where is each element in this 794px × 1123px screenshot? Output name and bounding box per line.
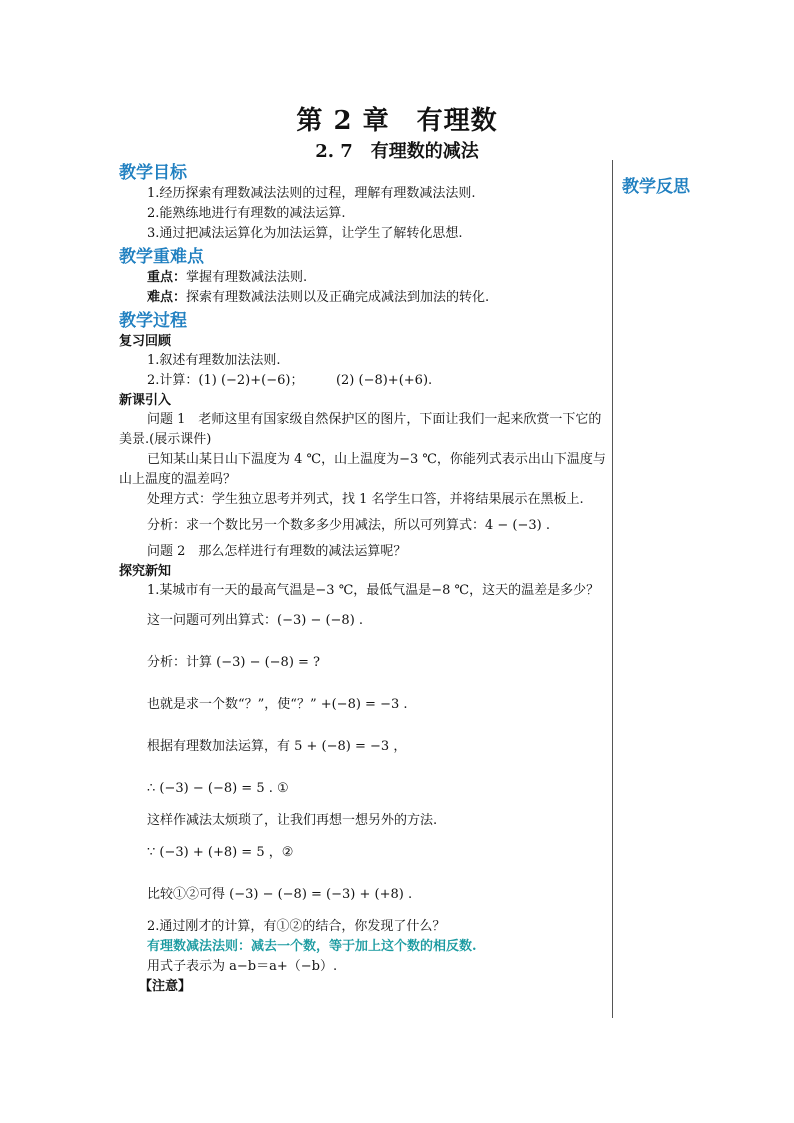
- main-content: [119, 160, 609, 997]
- intro-heading: 新课引入: [119, 393, 172, 408]
- explore-by-add: 根据有理数加法运算，有 5 + (−8) = −3 ，: [147, 739, 407, 754]
- intro-question-1: 问题 1 老师这里有国家级自然保护区的图片，下面让我们一起来欣赏一下它的美景.(展示课件): [119, 412, 602, 447]
- explore-heading: 探究新知: [119, 564, 172, 579]
- explore-item-2: 2.通过刚才的计算，有①②的结合，你发现了什么？: [147, 919, 446, 934]
- explore-therefore: ∴ (−3) − (−8) = 5 . ①: [147, 781, 289, 796]
- subtraction-rule: 有理数减法法则：减去一个数，等于加上这个数的相反数.: [147, 939, 477, 954]
- key-point-label: 重点：: [147, 270, 187, 285]
- explore-cumbersome: 这样作减法太烦琐了，让我们再想一想另外的方法.: [147, 813, 438, 828]
- intro-analysis: 分析：求一个数比另一个数多多少用减法，所以可列算式：4 − (−3) .: [147, 518, 551, 533]
- column-divider: [612, 160, 613, 1018]
- objective-item: 3.通过把减法运算化为加法运算，让学生了解转化思想.: [147, 226, 463, 241]
- review-line: 1.叙述有理数加法法则.: [147, 353, 281, 368]
- explore-analysis: 分析：计算 (−3) − (−8) = ?: [147, 655, 321, 670]
- difficulty-point: [119, 288, 609, 308]
- process-heading: 教学过程: [119, 311, 187, 331]
- difficulty-label: 难点：: [147, 290, 187, 305]
- intro-question-2: 问题 2 那么怎样进行有理数的减法运算呢？: [147, 544, 407, 559]
- objective-item: 2.能熟练地进行有理数的减法运算.: [147, 206, 346, 221]
- intro-method: 处理方式：学生独立思考并列式，找 1 名学生口答，并将结果展示在黑板上.: [147, 492, 584, 507]
- objective-item: 1.经历探索有理数减法法则的过程，理解有理数减法法则.: [147, 186, 476, 201]
- explore-compare: 比较①②可得 (−3) − (−8) = (−3) + (+8) .: [147, 887, 413, 902]
- review-heading: 复习回顾: [119, 334, 172, 349]
- review-line: 2.计算：(1) (−2)+(−6)； (2) (−8)+(+6).: [147, 373, 433, 388]
- explore-find: 也就是求一个数“？”，使“？” +(−8) = −3 .: [147, 697, 408, 712]
- objectives-heading: 教学目标: [119, 163, 187, 183]
- explore-item-1: 1.某城市有一天的最高气温是−3 ℃，最低气温是−8 ℃，这天的温差是多少？: [147, 583, 600, 598]
- page-title: 第 2 章 有理数: [296, 106, 498, 136]
- rule-formula: 用式子表示为 a−b＝a+（−b）.: [147, 959, 338, 974]
- explore-formula-1: 这一问题可列出算式：(−3) − (−8) .: [147, 613, 364, 628]
- key-point: [119, 268, 609, 288]
- difficulty-text: 探索有理数减法法则以及正确完成减法到加法的转化.: [186, 290, 490, 305]
- key-points-heading: 教学重难点: [119, 247, 204, 267]
- reflection-heading: 教学反思: [622, 177, 690, 197]
- key-point-text: 掌握有理数减法法则.: [186, 270, 308, 285]
- intro-question-1-detail: 已知某山某日山下温度为 4 ℃，山上温度为−3 ℃，你能列式表示出山下温度与山上温度的温差吗？: [119, 452, 606, 487]
- explore-because: ∵ (−3) + (+8) = 5 ，②: [147, 845, 294, 860]
- section-title: 2. 7 有理数的减法: [315, 141, 479, 162]
- note-label: 【注意】: [139, 979, 192, 994]
